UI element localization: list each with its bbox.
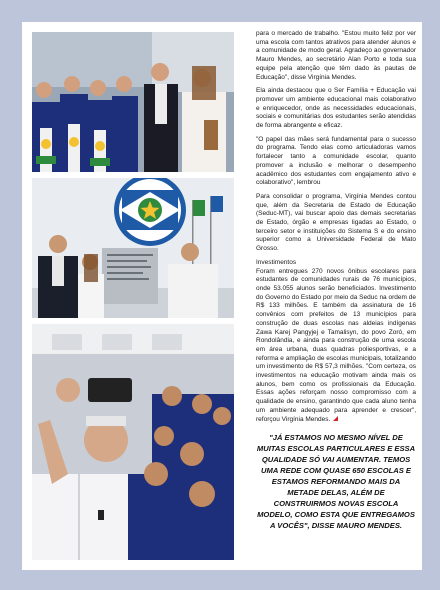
end-of-article-icon (333, 416, 338, 421)
article-paragraph: Para consolidar o programa, Virgínia Mendes contou que, além da Secretaria de Estado de Educação (Seduc-MT), vai buscar apoio das demais secretarias de Estado, órgão e empresas ligadas ao Estado, o terceiro setor e instituições do Sistema S e do ensino superior como a Universidade Federal de Mato Grosso. (256, 192, 416, 253)
pull-quote: "JÁ ESTAMOS NO MESMO NÍVEL DE MUITAS ESCOLAS PARTICULARES E ESSA QUALIDADE SÓ VAI AUMENTAR. TEMOS UMA REDE COM QUASE 650 ESCOLAS E ESTAMOS REFORMANDO MAIS DA METADE DELAS, ALÉM DE CONSTRUIRMOS NOVAS ESCOLA MODELO, COMO ESTA QUE ENTREGAMOS A VOCÊS", DISSE MAURO MENDES. (256, 433, 416, 531)
photo-students-greeting (32, 32, 234, 172)
article-paragraph: "O papel das mães será fundamental para o sucesso do programa. Tendo elas como articuladoras vamos fortalecer tanto a comunidade escolar, quanto promover a inclusão e melhorar o desempenho acadêmico dos estudantes com engajamento ativo e colaborativo", lembrou (256, 135, 416, 187)
photo-selfie-students (32, 324, 234, 560)
article-text-column (256, 30, 416, 531)
magazine-page (22, 22, 422, 570)
article-paragraph: Ela ainda destacou que o Ser Família + Educação vai promover um ambiente educacional mais colaborativo e enriquecedor, onde as necessidades educacionais, sociais e comunitárias dos estudantes serão atendidas de forma abrangente e eficaz. (256, 87, 416, 130)
photo-plaque-unveiling (32, 178, 234, 318)
article-paragraph-end (256, 268, 416, 425)
section-subheading: Investimentos (256, 258, 297, 266)
article-paragraph: para o mercado de trabalho. "Estou muito feliz por ver uma escola com tantos atrativos para atender alunos e a comunidade de modo geral. Agradeço ao governador Mauro Mendes, ao secretário Alan Porto e toda sua equipe pela atenção que têm dado às pautas de Educação", disse Virgínia Mendes. (256, 30, 416, 81)
article-paragraph: Foram entregues 270 novos ônibus escolares para estudantes de comunidades rurais de 76 municípios, onde 53.055 alunos serão beneficiados. Investimento do Governo do Estado por meio da Seduc na ordem de R$ 133 milhões. E também da assinatura de 16 convênios com prefeitos de 13 municípios para construção de duas escolas nas aldeias indígenas Zawa Karej Pangyjej e Tamalisyn, do povo Zoró, em Rondolândia, e ainda para construção de uma escola em área urbana, duas quadras poliesportivas, e a reforma e ampliação de escolas municipais, totalizando um investimento de R$ 57,3 milhões. "Com certeza, os investimentos na educação motivam ainda mais os alunos, bem como os profissionais da Educação. Essas ações reforçam nosso compromisso com a qualidade de ensino, garantindo que cada aluno tenha um ambiente adequado para aprender e crescer", reforçou Virgínia Mendes. (256, 267, 416, 423)
